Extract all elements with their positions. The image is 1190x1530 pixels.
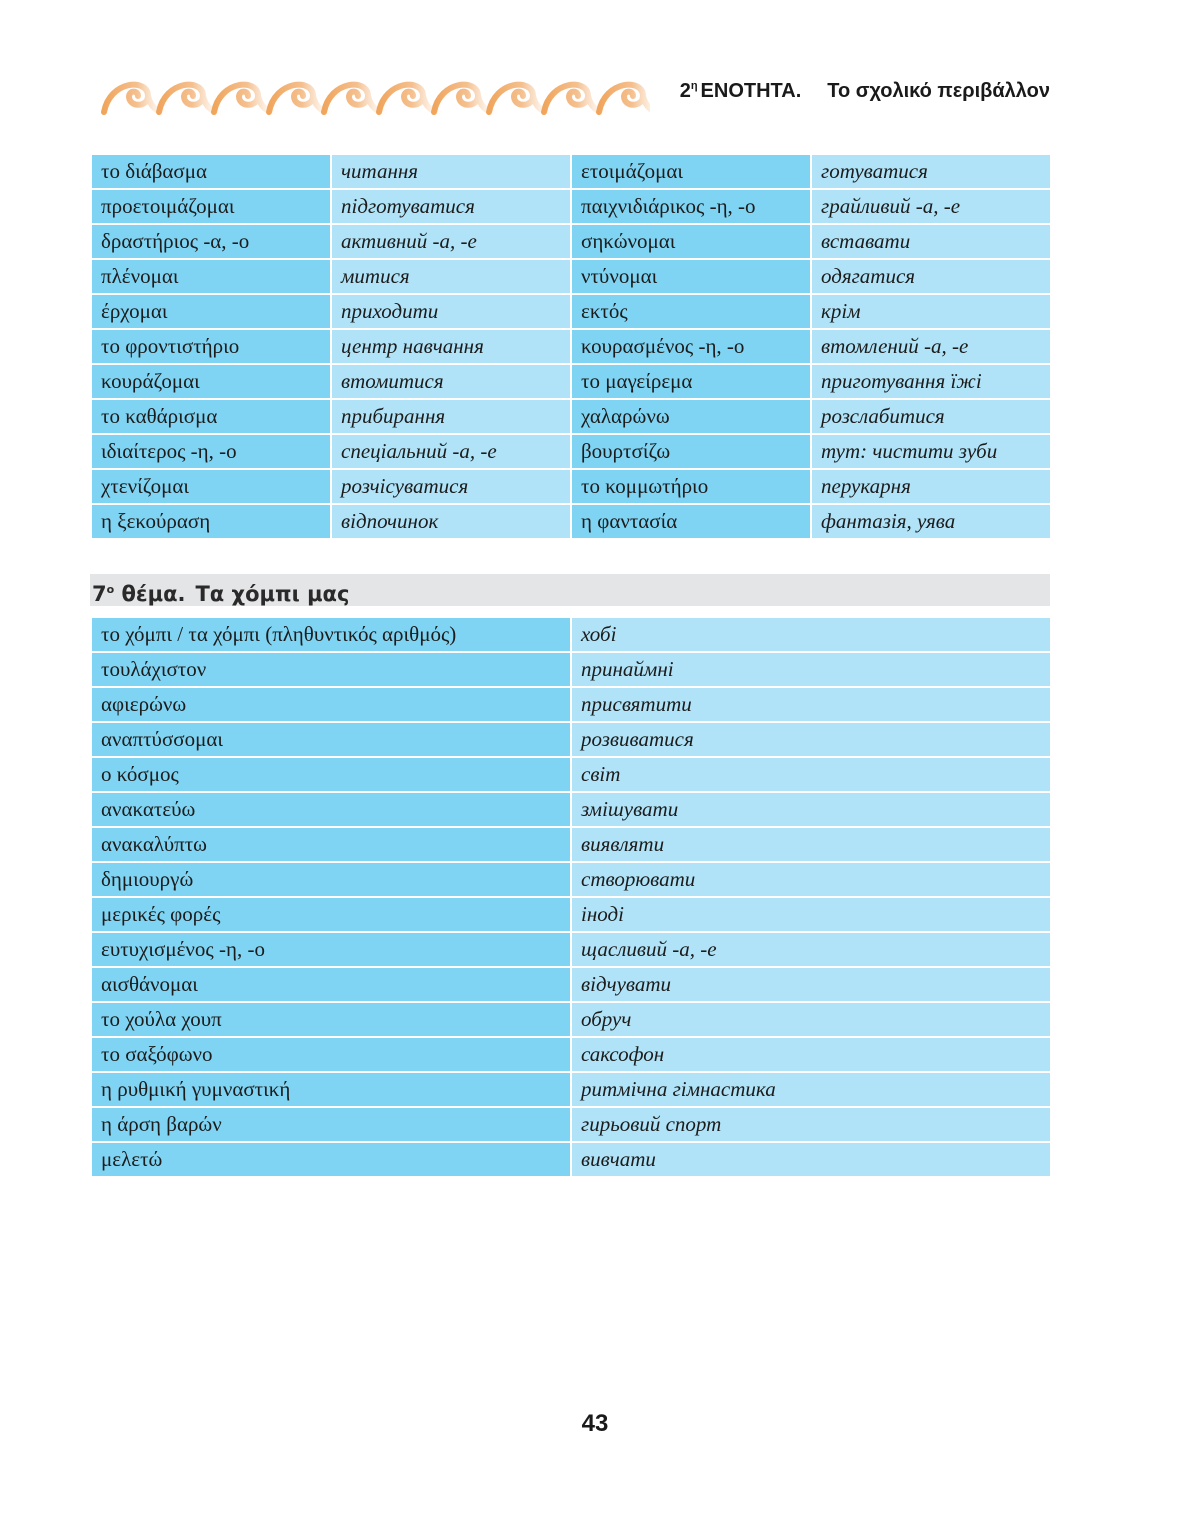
ukrainian-translation: присвятити [571,687,1051,722]
greek-term: η άρση βαρών [91,1107,571,1142]
greek-term: εκτός [571,294,811,329]
ukrainian-translation: активний -а, -е [331,224,571,259]
ukrainian-translation: прибирання [331,399,571,434]
ukrainian-translation: іноді [571,897,1051,932]
wave-spiral [269,85,329,112]
wave-spiral [324,85,384,112]
greek-term: κουράζομαι [91,364,331,399]
topic-number-suffix: ο [106,583,115,596]
greek-term: η ρυθμική γυμναστική [91,1072,571,1107]
topic-title: Τα χόμπι μας [195,582,350,606]
topic-word: θέμα. [121,582,186,606]
ukrainian-translation: втомлений -а, -е [811,329,1051,364]
table-row [91,792,1051,827]
ukrainian-translation: одягатися [811,259,1051,294]
table-row [91,189,1051,224]
ukrainian-translation: приготування їжі [811,364,1051,399]
table-row [91,1037,1051,1072]
table-row [91,827,1051,862]
wave-spiral [599,85,650,112]
table-row [91,617,1051,652]
greek-term: ανακαλύπτω [91,827,571,862]
vocabulary-table-2 [90,616,1052,1178]
greek-term: έρχομαι [91,294,331,329]
ukrainian-translation: грайливий -а, -е [811,189,1051,224]
topic-number: 7 [92,582,107,606]
ukrainian-translation: фантазія, уява [811,504,1051,539]
ukrainian-translation: змішувати [571,792,1051,827]
table-row [91,154,1051,189]
wave-spiral [379,85,439,112]
table-row [91,469,1051,504]
table-row [91,1107,1051,1142]
greek-term: ντύνομαι [571,259,811,294]
ukrainian-translation: готуватися [811,154,1051,189]
ukrainian-translation: розслабитися [811,399,1051,434]
table-row [91,757,1051,792]
table-row [91,1072,1051,1107]
table-row [91,1142,1051,1177]
table-row [91,862,1051,897]
ukrainian-translation: митися [331,259,571,294]
ukrainian-translation: створювати [571,862,1051,897]
greek-term: αφιερώνω [91,687,571,722]
table-row [91,652,1051,687]
unit-word: ΕΝΟΤΗΤΑ. [700,80,802,102]
greek-term: χτενίζομαι [91,469,331,504]
greek-term: παιχνιδιάρικος -η, -ο [571,189,811,224]
table-row [91,399,1051,434]
greek-term: χαλαρώνω [571,399,811,434]
ukrainian-translation: центр навчання [331,329,571,364]
ukrainian-translation: саксофон [571,1037,1051,1072]
ukrainian-translation: розчісуватися [331,469,571,504]
ukrainian-translation: читання [331,154,571,189]
ukrainian-translation: вивчати [571,1142,1051,1177]
greek-term: το διάβασμα [91,154,331,189]
greek-term: αισθάνομαι [91,967,571,1002]
greek-term: δημιουργώ [91,862,571,897]
ukrainian-translation: принаймні [571,652,1051,687]
greek-term: το σαξόφωνο [91,1037,571,1072]
greek-term: μελετώ [91,1142,571,1177]
table-row [91,224,1051,259]
greek-term: πλένομαι [91,259,331,294]
ukrainian-translation: відчувати [571,967,1051,1002]
wave-spiral [489,85,549,112]
ukrainian-translation: обруч [571,1002,1051,1037]
topic-heading [90,574,1050,606]
unit-number: 2 [679,80,691,102]
unit-number-suffix: η [690,80,698,93]
table-row [91,364,1051,399]
greek-term: η ξεκούραση [91,504,331,539]
greek-term: προετοιμάζομαι [91,189,331,224]
ukrainian-translation: гирьовий спорт [571,1107,1051,1142]
table-row [91,722,1051,757]
greek-term: το κομμωτήριο [571,469,811,504]
table-row [91,504,1051,539]
greek-term: το χούλα χουπ [91,1002,571,1037]
ukrainian-translation: тут: чистити зуби [811,434,1051,469]
wave-spiral [434,85,494,112]
greek-term: το φροντιστήριο [91,329,331,364]
greek-term: ο κόσμος [91,757,571,792]
ukrainian-translation: перукарня [811,469,1051,504]
table-row [91,967,1051,1002]
ukrainian-translation: крім [811,294,1051,329]
ukrainian-translation: щасливий -а, -е [571,932,1051,967]
greek-term: ετοιμάζομαι [571,154,811,189]
table-row [91,897,1051,932]
ukrainian-translation: виявляти [571,827,1051,862]
table-row [91,434,1051,469]
page-header [90,74,1050,118]
wave-spiral [104,85,164,112]
ukrainian-translation: відпочинок [331,504,571,539]
greek-term: κουρασμένος -η, -ο [571,329,811,364]
greek-term: το χόμπι / τα χόμπι (πληθυντικός αριθμός) [91,617,571,652]
wave-ornament-icon [90,74,650,118]
page-number: 43 [581,1410,609,1437]
ukrainian-translation: вставати [811,224,1051,259]
ukrainian-translation: спеціальний -а, -е [331,434,571,469]
greek-term: ευτυχισμένος -η, -ο [91,932,571,967]
table-row [91,259,1051,294]
greek-term: το καθάρισμα [91,399,331,434]
greek-term: η φαντασία [571,504,811,539]
ukrainian-translation: втомитися [331,364,571,399]
table-row [91,1002,1051,1037]
ukrainian-translation: розвиватися [571,722,1051,757]
ukrainian-translation: світ [571,757,1051,792]
vocabulary-table-1 [90,153,1052,540]
greek-term: τουλάχιστον [91,652,571,687]
greek-term: ιδιαίτερος -η, -ο [91,434,331,469]
table-row [91,932,1051,967]
table-row [91,687,1051,722]
ukrainian-translation: приходити [331,294,571,329]
greek-term: μερικές φορές [91,897,571,932]
table-row [91,329,1051,364]
greek-term: αναπτύσσομαι [91,722,571,757]
table-row [91,294,1051,329]
unit-heading [680,80,1050,103]
wave-spiral [214,85,274,112]
ukrainian-translation: хобі [571,617,1051,652]
ukrainian-translation: підготуватися [331,189,571,224]
greek-term: το μαγείρεμα [571,364,811,399]
greek-term: βουρτσίζω [571,434,811,469]
unit-title: Το σχολικό περιβάλλον [827,80,1050,102]
ukrainian-translation: ритмічна гімнастика [571,1072,1051,1107]
greek-term: σηκώνομαι [571,224,811,259]
greek-term: δραστήριος -α, -ο [91,224,331,259]
wave-spiral [544,85,604,112]
greek-term: ανακατεύω [91,792,571,827]
wave-spiral [159,85,219,112]
